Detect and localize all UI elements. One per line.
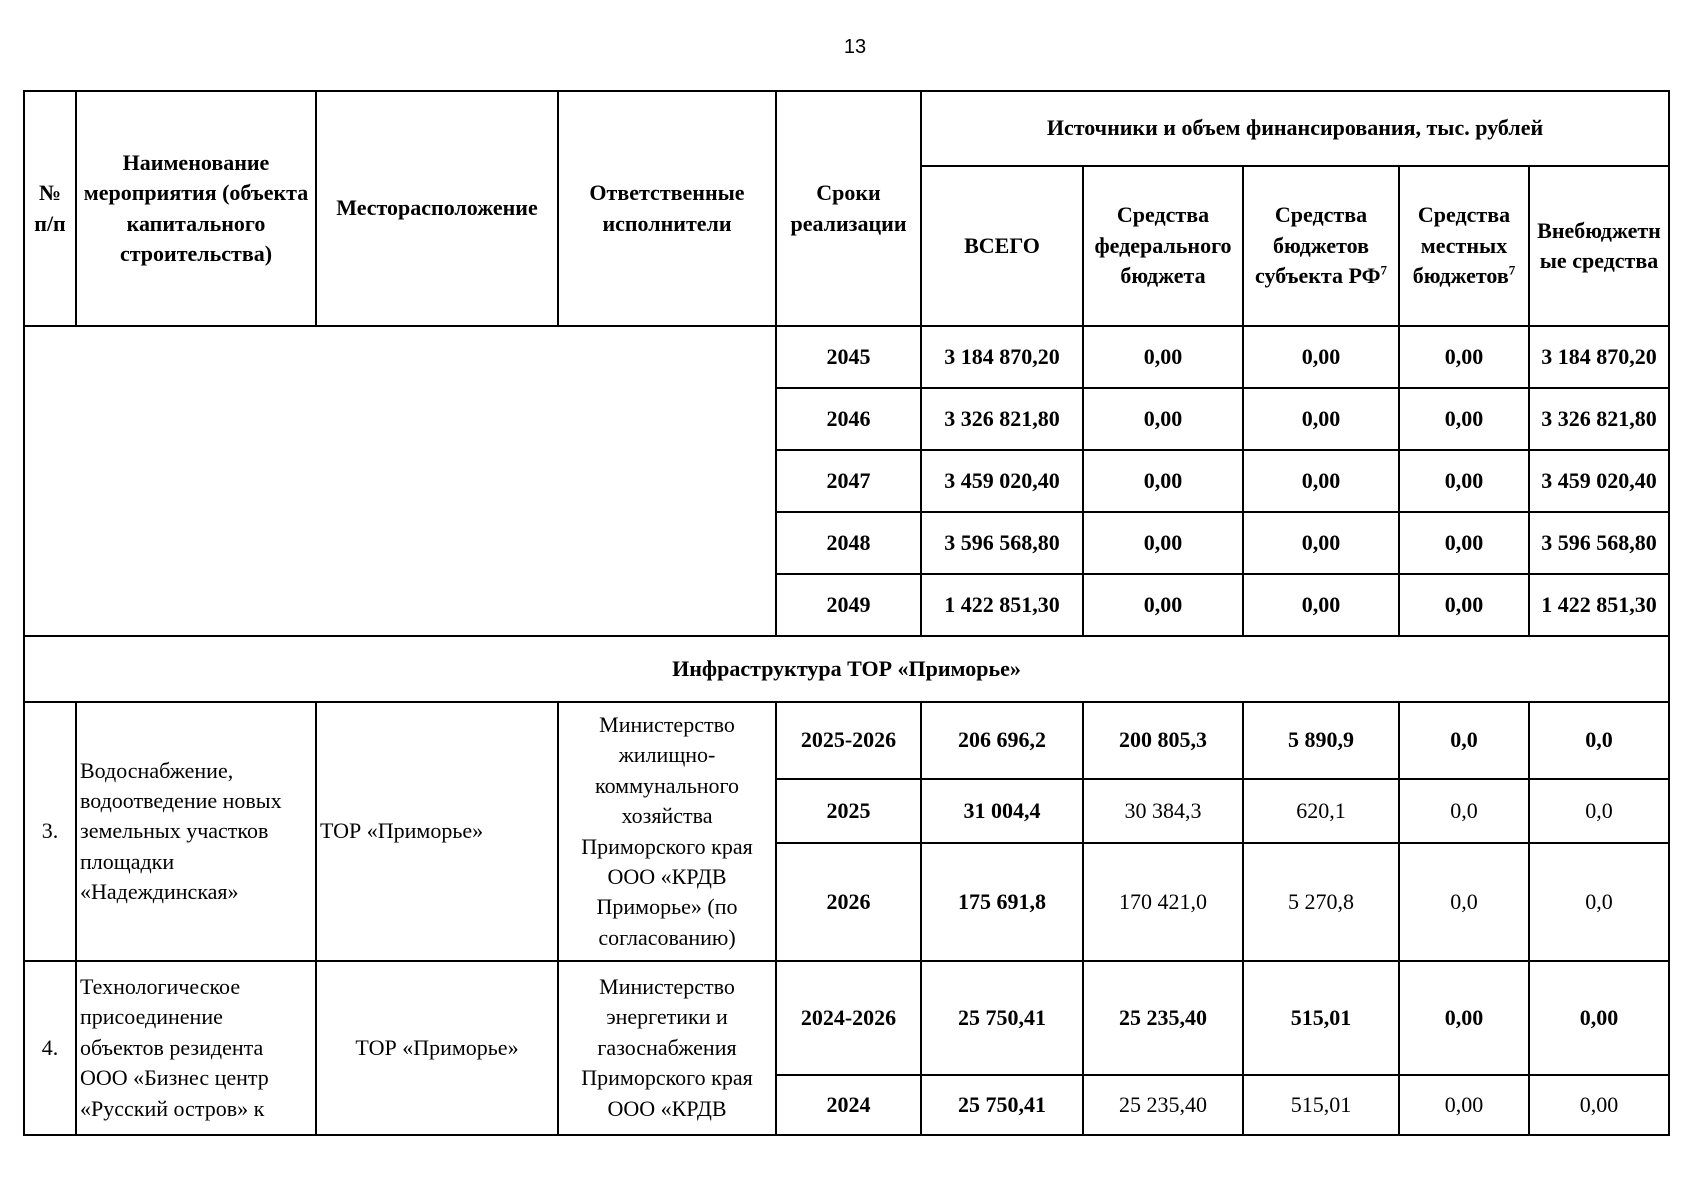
header-terms: Сроки реализации (776, 91, 921, 326)
local-cell: 0,0 (1399, 843, 1529, 961)
federal-cell: 0,00 (1083, 326, 1243, 388)
extra-cell: 3 184 870,20 (1529, 326, 1669, 388)
year-cell: 2024 (776, 1075, 921, 1135)
federal-cell: 0,00 (1083, 574, 1243, 636)
year-cell: 2048 (776, 512, 921, 574)
item-num: 3. (24, 702, 76, 961)
header-total: ВСЕГО (921, 166, 1083, 326)
header-subject-text: Средства бюджетов субъекта РФ (1255, 202, 1381, 289)
subject-cell: 0,00 (1243, 512, 1399, 574)
federal-cell: 0,00 (1083, 388, 1243, 450)
total-cell: 3 459 020,40 (921, 450, 1083, 512)
local-cell: 0,0 (1399, 779, 1529, 843)
federal-cell: 30 384,3 (1083, 779, 1243, 843)
federal-cell: 200 805,3 (1083, 702, 1243, 779)
federal-cell: 0,00 (1083, 512, 1243, 574)
item-executors: Министерство энергетики и газоснабжения Приморского края ООО «КРДВ (558, 961, 776, 1135)
extra-cell: 0,0 (1529, 702, 1669, 779)
local-cell: 0,00 (1399, 961, 1529, 1075)
blank-cell (24, 326, 776, 636)
year-cell: 2025 (776, 779, 921, 843)
item-name: Водоснабжение, водоотведение новых земельных участков площадки «Надеждинская» (76, 702, 316, 961)
total-cell: 31 004,4 (921, 779, 1083, 843)
header-federal: Средства федерального бюджета (1083, 166, 1243, 326)
extra-cell: 0,0 (1529, 779, 1669, 843)
header-sources: Источники и объем финансирования, тыс. рублей (921, 91, 1669, 166)
extra-cell: 3 596 568,80 (1529, 512, 1669, 574)
header-subject (1243, 166, 1399, 326)
financing-table (23, 90, 1670, 1136)
subject-cell: 0,00 (1243, 388, 1399, 450)
subject-cell: 5 270,8 (1243, 843, 1399, 961)
year-cell: 2046 (776, 388, 921, 450)
table-row (24, 961, 1669, 1075)
federal-cell: 0,00 (1083, 450, 1243, 512)
local-cell: 0,00 (1399, 1075, 1529, 1135)
year-cell: 2026 (776, 843, 921, 961)
subject-cell: 515,01 (1243, 961, 1399, 1075)
year-cell: 2049 (776, 574, 921, 636)
header-num: № п/п (24, 91, 76, 326)
subject-cell: 620,1 (1243, 779, 1399, 843)
extra-cell: 3 459 020,40 (1529, 450, 1669, 512)
header-subject-footnote: 7 (1380, 262, 1387, 278)
local-cell: 0,00 (1399, 450, 1529, 512)
local-cell: 0,00 (1399, 388, 1529, 450)
total-cell: 206 696,2 (921, 702, 1083, 779)
year-cell: 2045 (776, 326, 921, 388)
extra-cell: 0,00 (1529, 961, 1669, 1075)
table-row (24, 326, 1669, 388)
local-cell: 0,00 (1399, 574, 1529, 636)
year-cell: 2047 (776, 450, 921, 512)
total-cell: 3 184 870,20 (921, 326, 1083, 388)
section-row (24, 636, 1669, 702)
header-local-text: Средства местных бюджетов (1412, 202, 1511, 289)
extra-cell: 3 326 821,80 (1529, 388, 1669, 450)
total-cell: 175 691,8 (921, 843, 1083, 961)
extra-cell: 0,00 (1529, 1075, 1669, 1135)
header-extra: Внебюджетные средства (1529, 166, 1669, 326)
item-executors: Министерство жилищно-коммунального хозяйства Приморского края ООО «КРДВ Приморье» (по согласованию) (558, 702, 776, 961)
total-cell: 25 750,41 (921, 961, 1083, 1075)
subject-cell: 0,00 (1243, 574, 1399, 636)
header-local (1399, 166, 1529, 326)
federal-cell: 25 235,40 (1083, 1075, 1243, 1135)
local-cell: 0,0 (1399, 702, 1529, 779)
federal-cell: 170 421,0 (1083, 843, 1243, 961)
total-cell: 25 750,41 (921, 1075, 1083, 1135)
subject-cell: 515,01 (1243, 1075, 1399, 1135)
year-cell: 2025-2026 (776, 702, 921, 779)
subject-cell: 0,00 (1243, 450, 1399, 512)
subject-cell: 0,00 (1243, 326, 1399, 388)
header-name: Наименование мероприятия (объекта капитального строительства) (76, 91, 316, 326)
header-location: Месторасположение (316, 91, 558, 326)
header-executors: Ответственные исполнители (558, 91, 776, 326)
section-title: Инфраструктура ТОР «Приморье» (24, 636, 1669, 702)
subject-cell: 5 890,9 (1243, 702, 1399, 779)
item-name: Технологическое присоединение объектов резидента ООО «Бизнес центр «Русский остров» к (76, 961, 316, 1135)
item-num: 4. (24, 961, 76, 1135)
page-number: 13 (843, 36, 867, 58)
header-row-1 (24, 91, 1669, 166)
extra-cell: 0,0 (1529, 843, 1669, 961)
local-cell: 0,00 (1399, 326, 1529, 388)
total-cell: 1 422 851,30 (921, 574, 1083, 636)
total-cell: 3 596 568,80 (921, 512, 1083, 574)
total-cell: 3 326 821,80 (921, 388, 1083, 450)
federal-cell: 25 235,40 (1083, 961, 1243, 1075)
year-cell: 2024-2026 (776, 961, 921, 1075)
item-location: ТОР «Приморье» (316, 961, 558, 1135)
extra-cell: 1 422 851,30 (1529, 574, 1669, 636)
local-cell: 0,00 (1399, 512, 1529, 574)
table-row (24, 702, 1669, 779)
item-location: ТОР «Приморье» (316, 702, 558, 961)
header-local-footnote: 7 (1508, 262, 1516, 278)
